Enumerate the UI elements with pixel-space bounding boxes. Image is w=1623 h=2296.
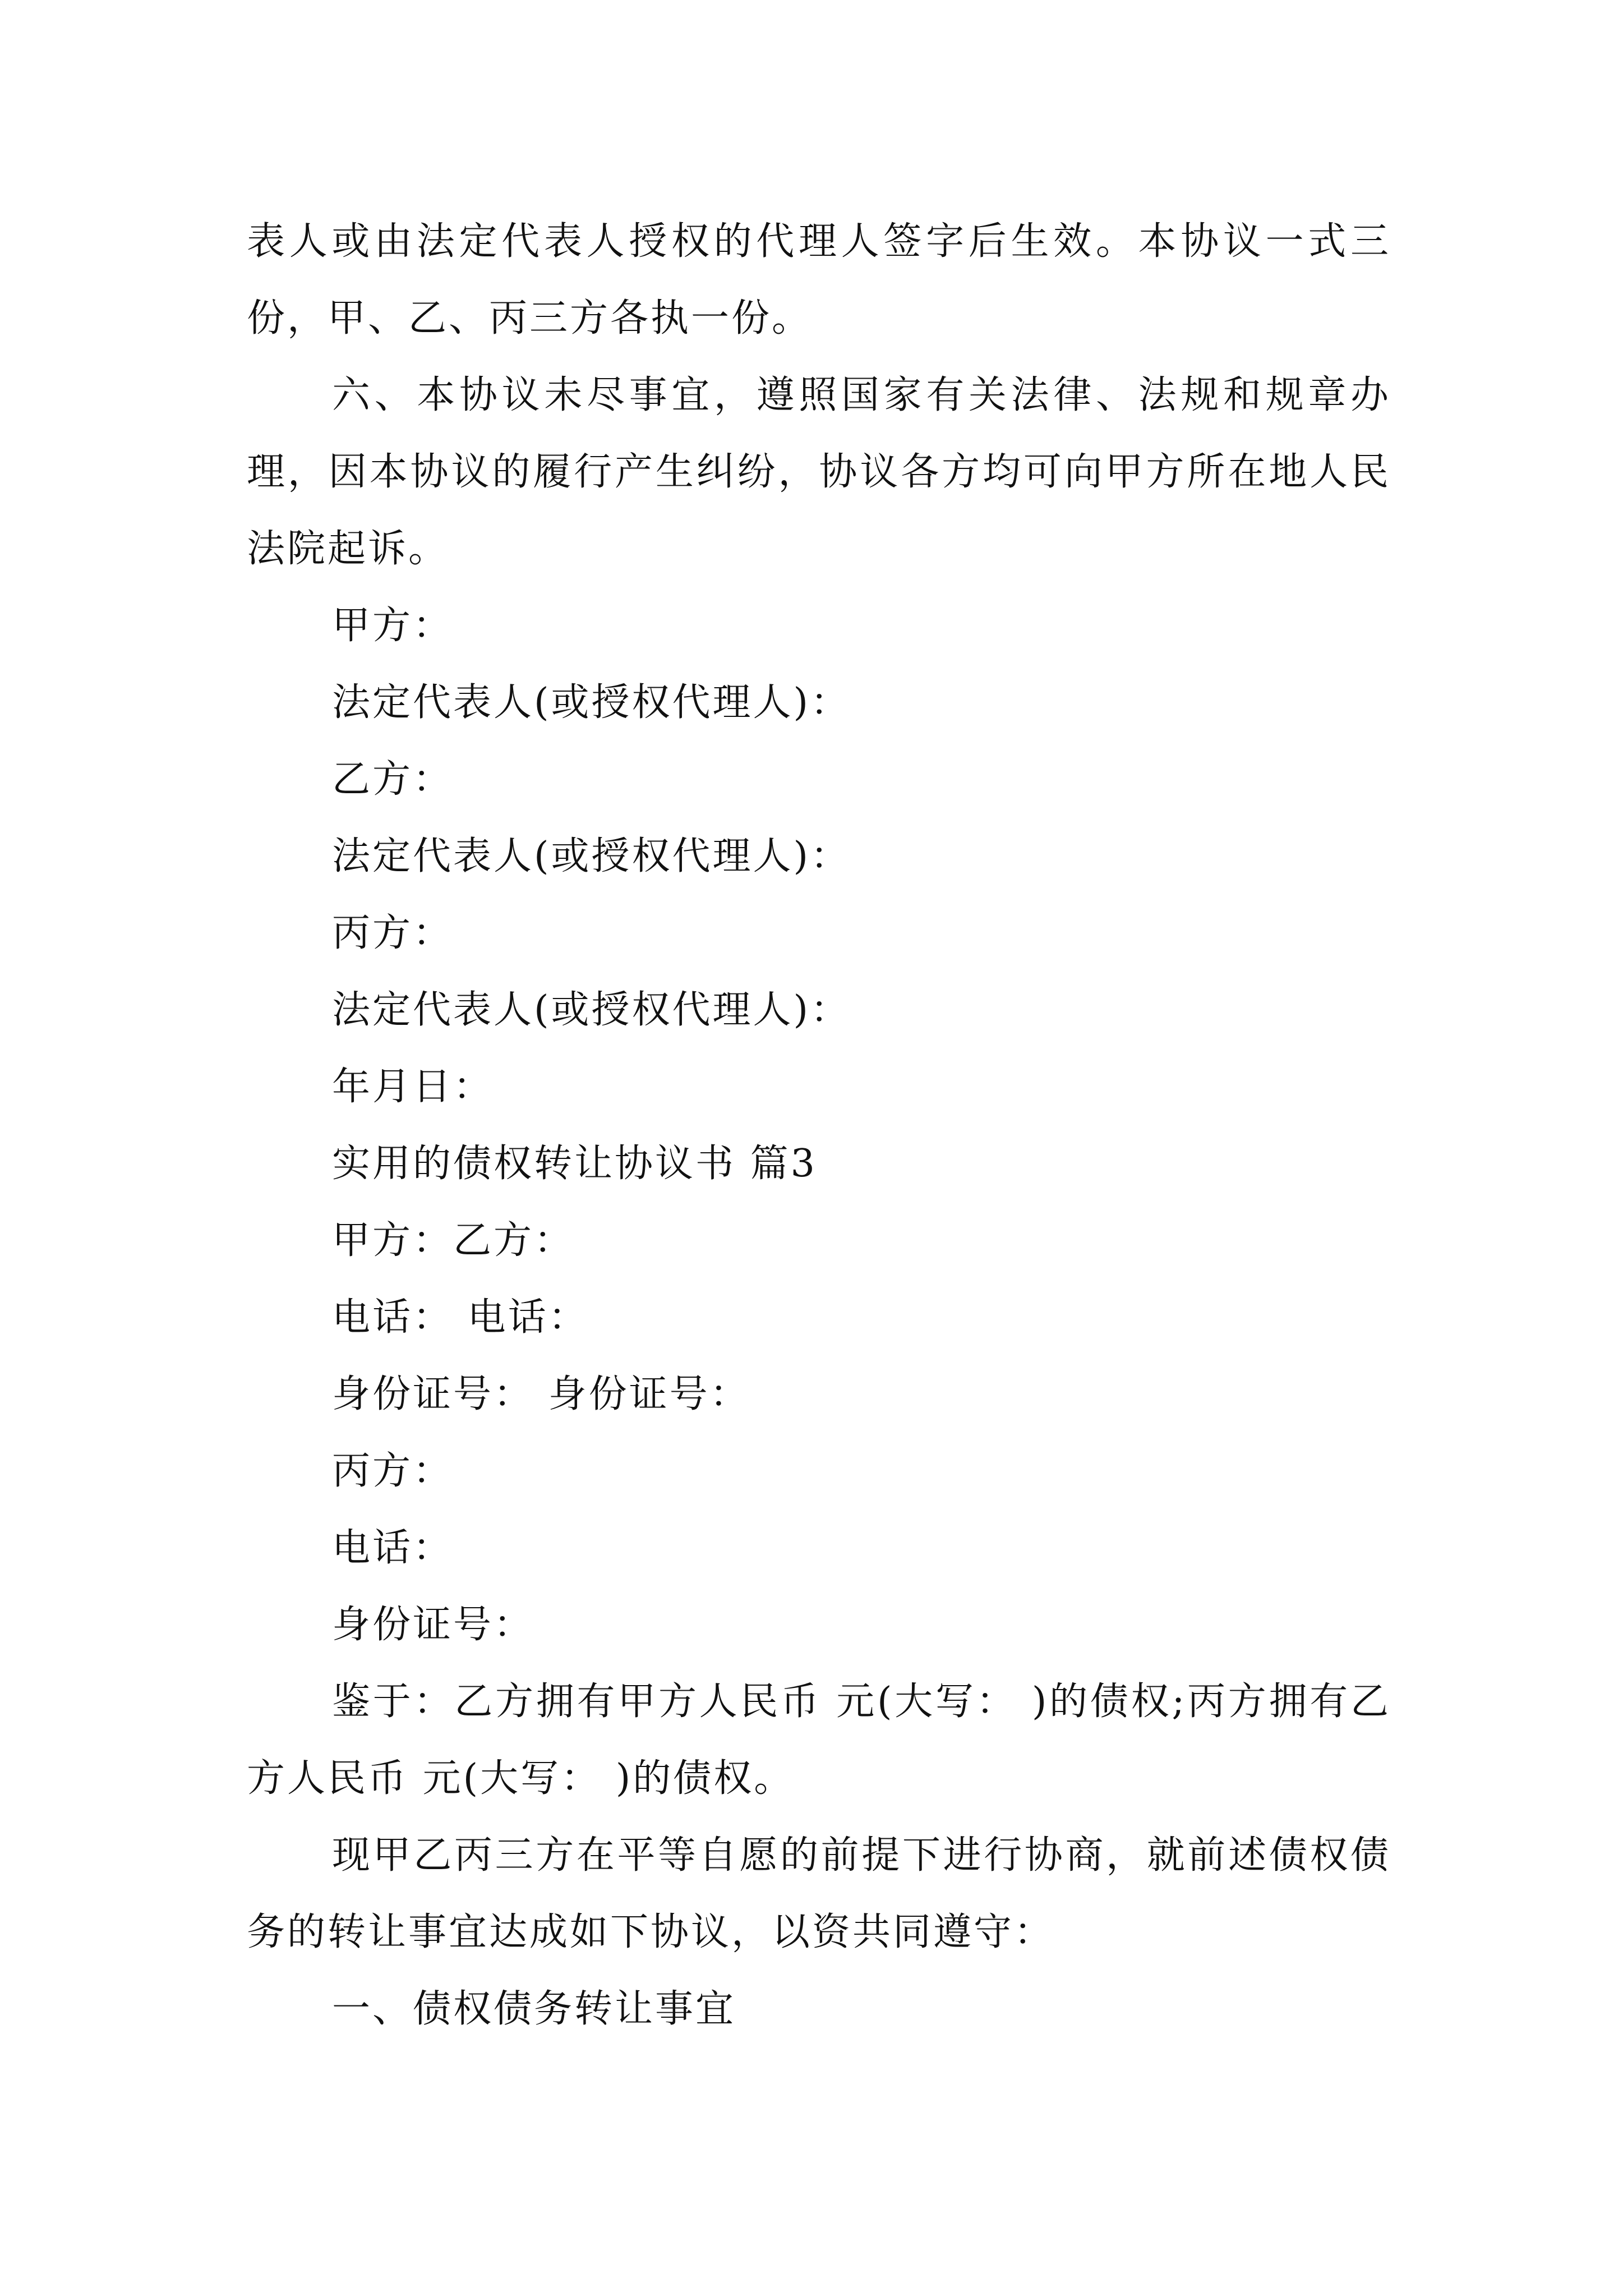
clause-one-heading: 一、债权债务转让事宜: [332, 1987, 736, 2031]
date-label: 年月日：: [332, 1065, 494, 1109]
paragraph-clause-six: 六、本协议未尽事宜，遵照国家有关法律、法规和规章办理，因本协议的履行产生纠纷，协议各方均可向甲方所在地人民法院起诉。: [247, 373, 1391, 571]
party-a-label: 甲方：: [332, 604, 454, 648]
section-heading: 实用的债权转让协议书 篇3: [332, 1142, 817, 1186]
id-number-labels: 身份证号： 身份证号：: [332, 1372, 750, 1416]
party-a-b-labels: 甲方：乙方：: [332, 1218, 575, 1263]
phone-labels: 电话： 电话：: [332, 1295, 589, 1340]
party-c-phone-label: 电话：: [332, 1526, 454, 1570]
paragraph-whereas: 鉴于：乙方拥有甲方人民币 元(大写： )的债权;丙方拥有乙方人民币 元(大写： )的债权。: [247, 1680, 1391, 1801]
party-c-id-number-label: 身份证号：: [332, 1603, 534, 1647]
party-c-representative-label: 法定代表人(或授权代理人)：: [332, 988, 851, 1032]
party-c-label: 丙方：: [332, 911, 454, 955]
party-a-representative-label: 法定代表人(或授权代理人)：: [332, 680, 851, 725]
document-body: [247, 203, 1391, 2047]
party-c-label-2: 丙方：: [332, 1449, 454, 1493]
party-b-label: 乙方：: [332, 757, 454, 802]
party-b-representative-label: 法定代表人(或授权代理人)：: [332, 834, 851, 878]
paragraph-negotiation: 现甲乙丙三方在平等自愿的前提下进行协商，就前述债权债务的转让事宜达成如下协议，以资共同遵守：: [247, 1833, 1391, 1954]
paragraph-signing-effect: 表人或由法定代表人授权的代理人签字后生效。本协议一式三份，甲、乙、丙三方各执一份。: [247, 219, 1391, 341]
